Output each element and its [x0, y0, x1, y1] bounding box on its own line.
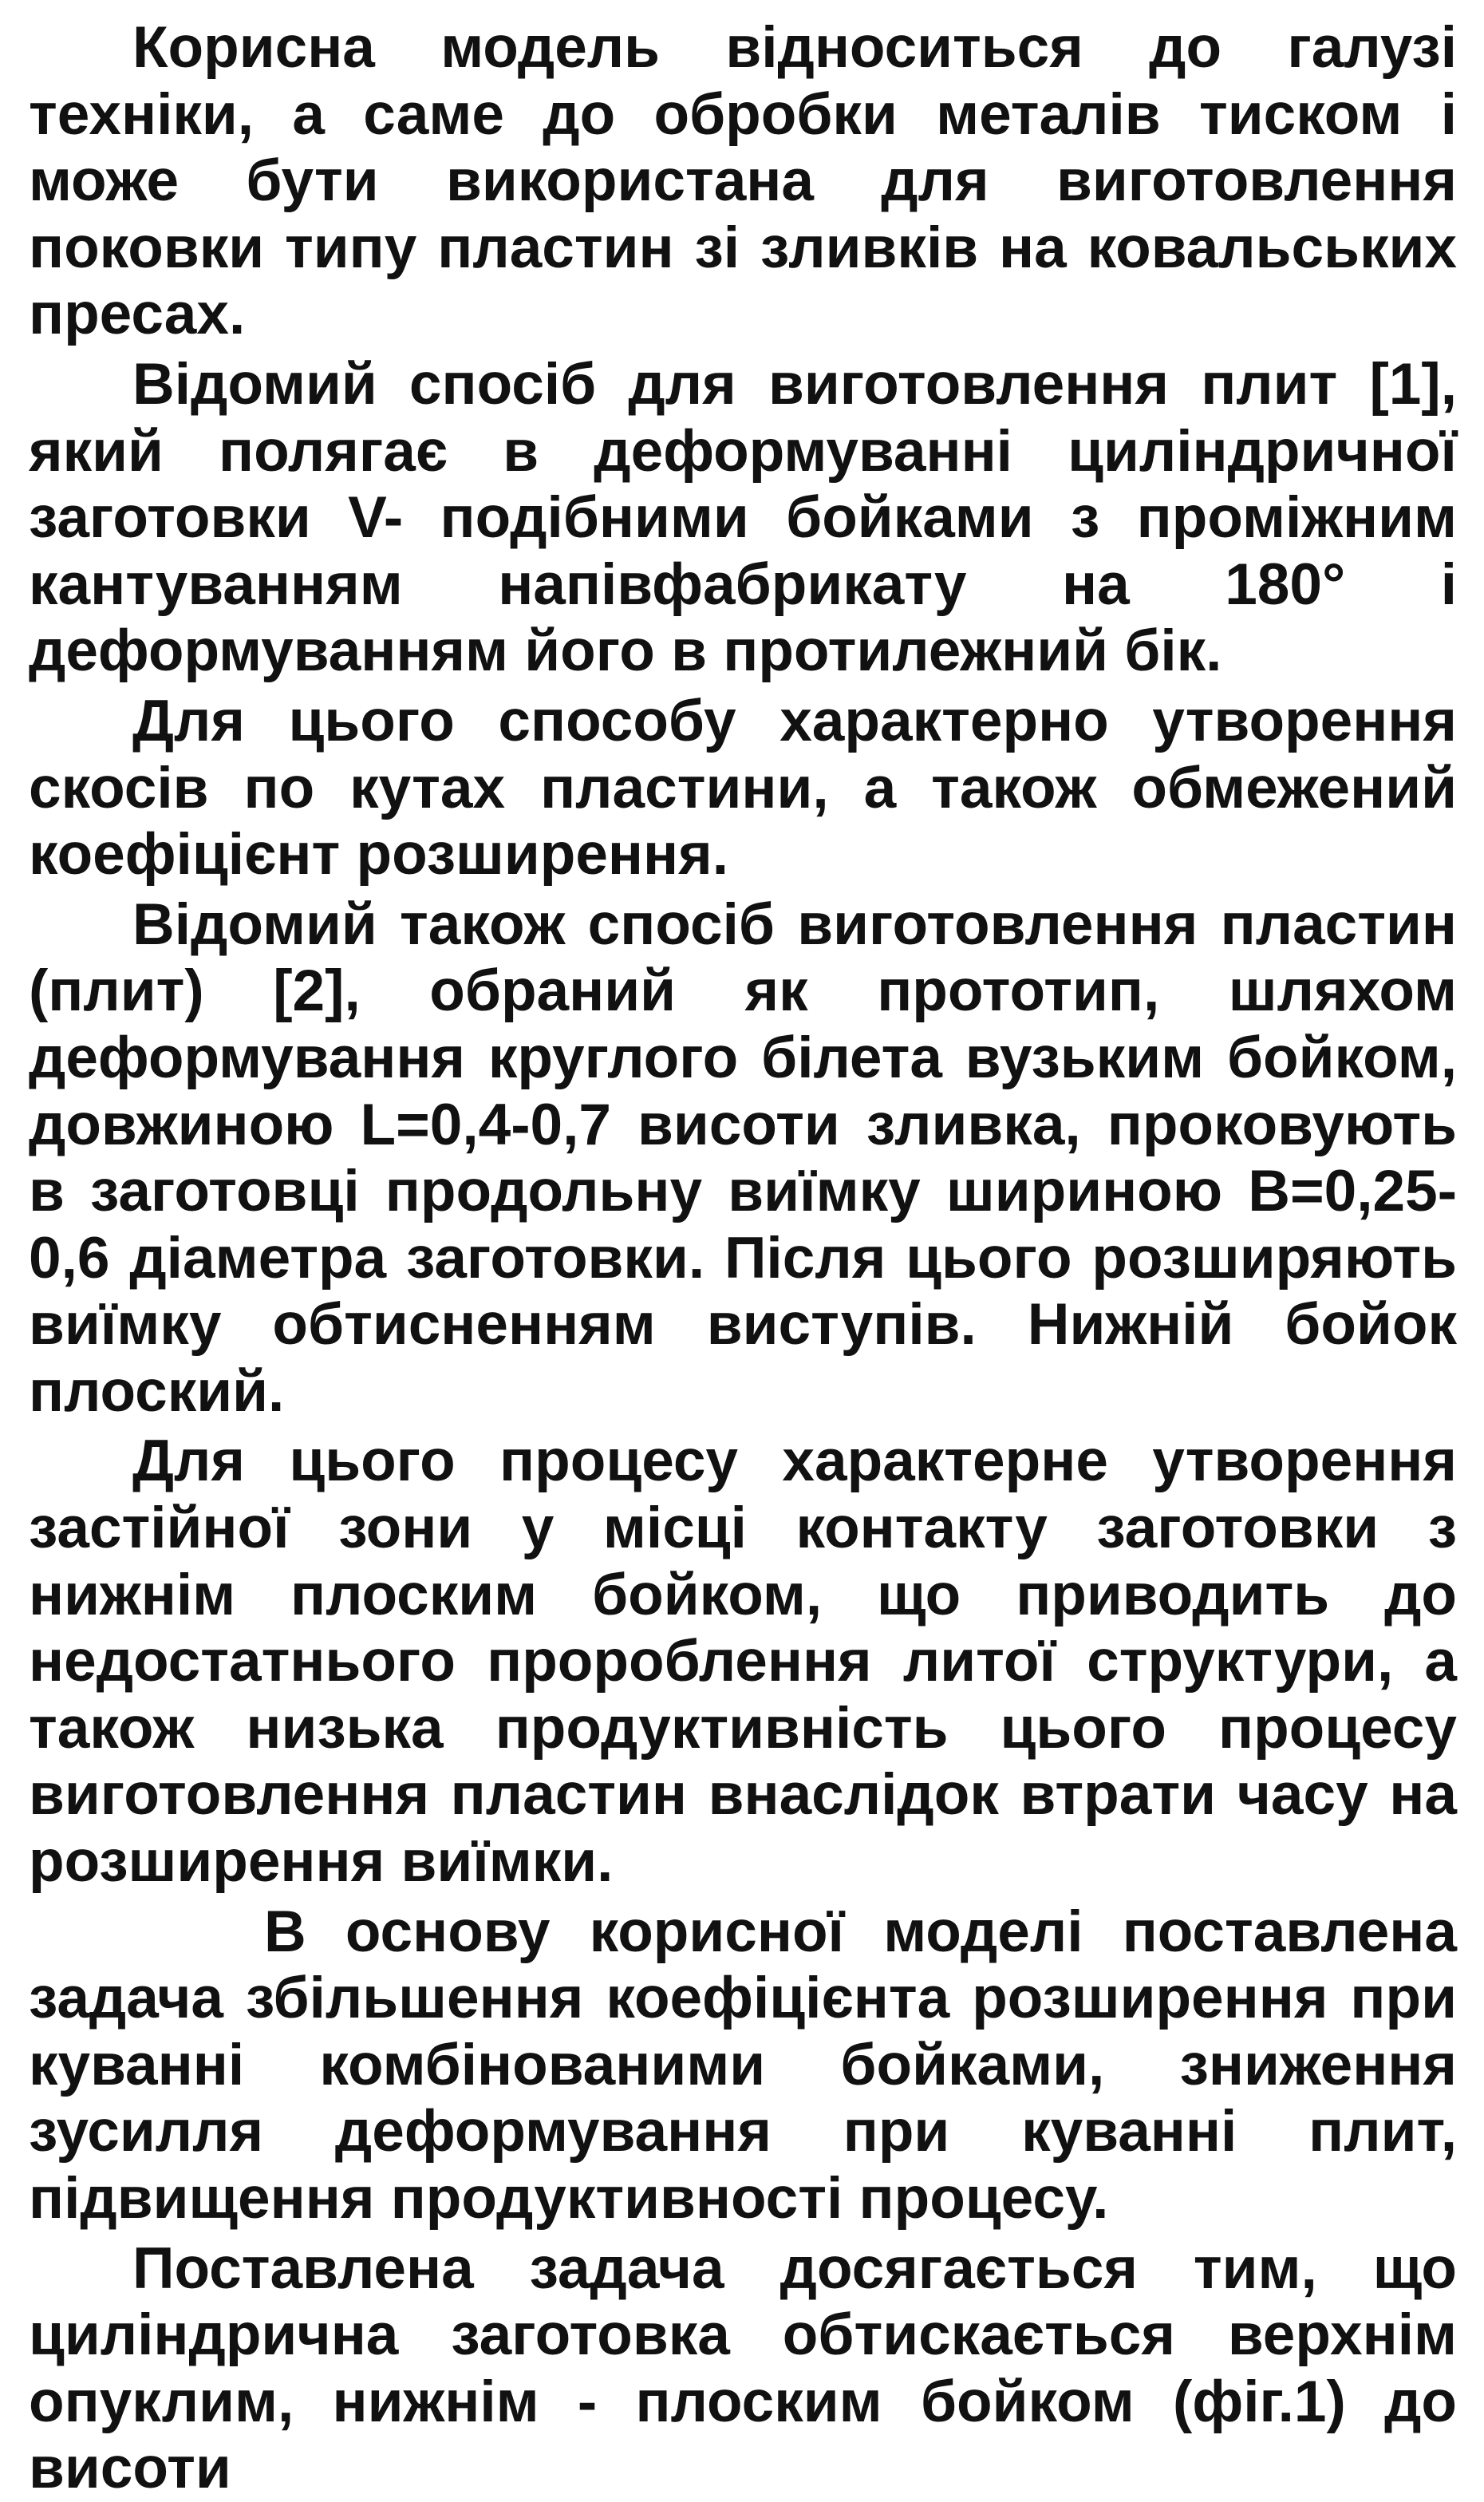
paragraph-3: Для цього способу характерно утворення скосів по кутах пластини, а також обмежений коефіцієнт розширення. — [29, 688, 1457, 887]
paragraph-5: Для цього процесу характерне утворення застійної зони у місці контакту заготовки з нижнім плоским бойком, що приводить до недостатнього пророблення литої структури, а також низька продуктивність цього процесу виготовлення пластин внаслідок втрати часу на розширення виїмки. — [29, 1429, 1457, 1895]
paragraph-7: Поставлена задача досягається тим, що циліндрична заготовка обтискається верхнім опуклим, нижнім - плоским бойком (фіг.1) до висоти — [29, 2235, 1457, 2501]
paragraph-1: Корисна модель відноситься до галузі техніки, а саме до обробки металів тиском і може бути використана для виготовлення поковки типу пластин зі зливків на ковальських пресах. — [29, 15, 1457, 347]
document-page — [29, 14, 1457, 2502]
paragraph-4: Відомий також спосіб виготовлення пластин (плит) [2], обраний як прототип, шляхом деформування круглого білета вузьким бойком, довжиною L=0,4-0,7 висоти зливка, проковують в заготовці продольну виїмку шириною B=0,25-0,6 діаметра заготовки. Після цього розширяють виїмку обтисненням виступів. Нижній бойок плоский. — [29, 891, 1457, 1424]
paragraph-6: В основу корисної моделі поставлена задача збільшення коефіцієнта розширення при куванні комбінованими бойками, зниження зусилля деформування при куванні плит, підвищення продуктивності процесу. — [29, 1899, 1457, 2231]
paragraph-2: Відомий спосіб для виготовлення плит [1], який полягає в деформуванні циліндричної заготовки V- подібними бойками з проміжним кантуванням напівфабрикату на 180° і деформуванням його в протилежний бік. — [29, 351, 1457, 684]
